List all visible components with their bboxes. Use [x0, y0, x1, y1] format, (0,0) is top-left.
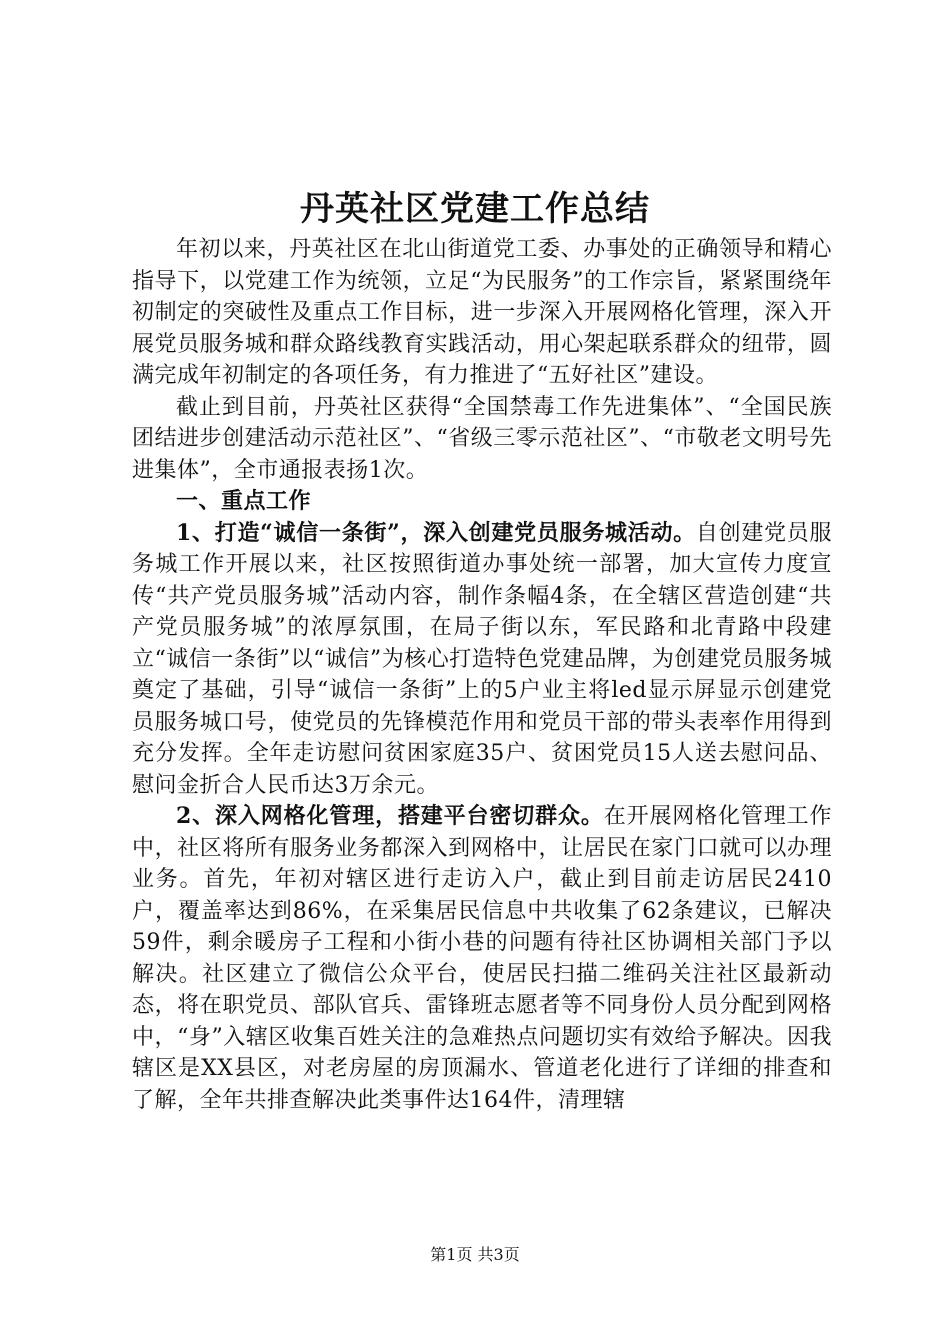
item-1-lead: 1、打造“诚信一条街”，深入创建党员服务城活动。	[176, 519, 696, 546]
intro-paragraph: 年初以来，丹英社区在北山街道党工委、办事处的正确领导和精心指导下，以党建工作为统领，立足“为民服务”的工作宗旨，紧紧围绕年初制定的突破性及重点工作目标，进一步深入开展网格化管理，深入开展党员服务城和群众路线教育实践活动，用心架起联系群众的纽带，圆满完成年初制定的各项任务，有力推进了“五好社区”建设。	[132, 237, 832, 388]
item-1-body: 自创建党员服务城工作开展以来，社区按照街道办事处统一部署，加大宣传力度宣传“共产党员服务城”活动内容，制作条幅4条，在全辖区营造创建“共产党员服务城”的浓厚氛围，在局子街以东，军民路和北青路中段建立“诚信一条街”以“诚信”为核心打造特色党建品牌，为创建党员服务城奠定了基础，引导“诚信一条街”上的5户业主将led显示屏显示创建党员服务城口号，使党员的先锋模范作用和党员干部的带头表率作用得到充分发挥。全年走访慰问贫困家庭35户、贫困党员15人送去慰问品、慰问金折合人民币达3万余元。	[132, 520, 832, 798]
item-1-paragraph	[132, 518, 832, 802]
honors-paragraph: 截止到目前，丹英社区获得“全国禁毒工作先进集体”、“全国民族团结进步创建活动示范社区”、“省级三零示范社区”、“市敬老文明号先进集体”，全市通报表扬1次。	[132, 394, 832, 483]
page-footer: 第1页 共3页	[430, 1245, 520, 1264]
document-body	[132, 234, 832, 1116]
item-2-paragraph	[132, 801, 832, 1116]
document-title: 丹英社区党建工作总结	[300, 189, 650, 229]
section-heading: 一、重点工作	[176, 488, 312, 514]
item-2-lead: 2、深入网格化管理，搭建平台密切群众。	[176, 803, 604, 829]
item-2-body: 在开展网格化管理工作中，社区将所有服务业务都深入到网格中，让居民在家门口就可以办理业务。首先，年初对辖区进行走访入户，截止到目前走访居民2410户，覆盖率达到86%，在采集居民信息中共收集了62条建议，已解决59件，剩余暖房子工程和小街小巷的问题有待社区协调相关部门予以解决。社区建立了微信公众平台，使居民扫描二维码关注社区最新动态，将在职党员、部队官兵、雷锋班志愿者等不同身份人员分配到网格中，“身”入辖区收集百姓关注的急难热点问题切实有效给予解决。因我辖区是XX县区，对老房屋的房顶漏水、管道老化进行了详细的排查和了解，全年共排查解决此类事件达164件，清理辖	[132, 804, 832, 1113]
